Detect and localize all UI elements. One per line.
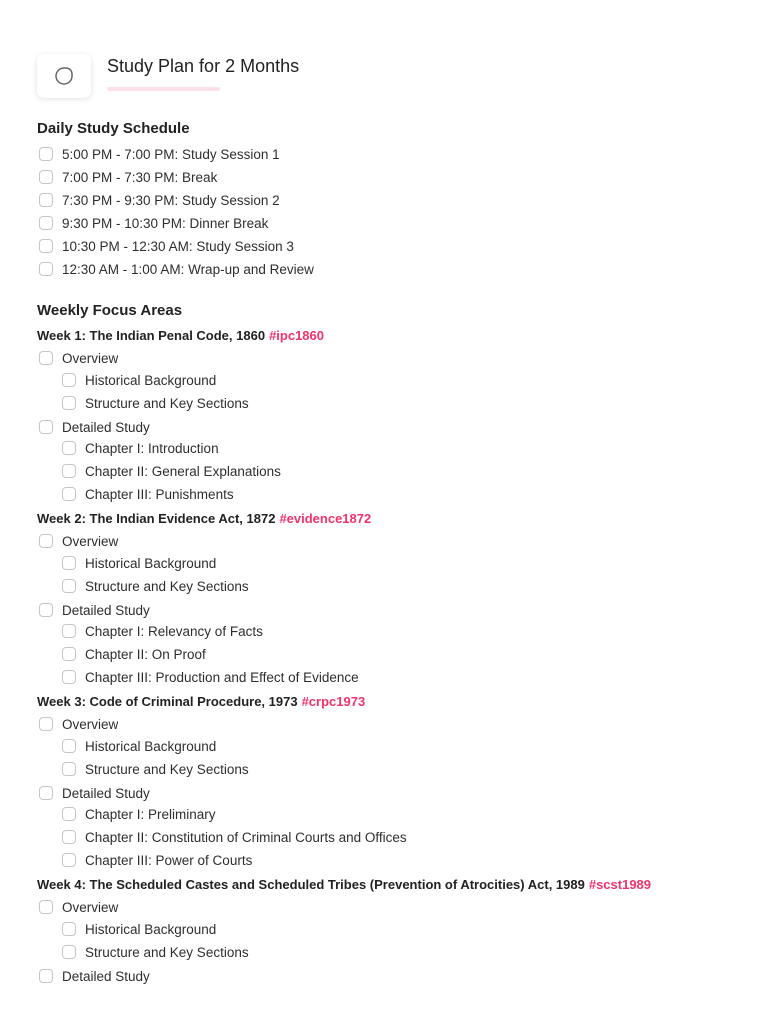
sub-item[interactable] [62, 484, 234, 504]
daily-item[interactable] [39, 167, 217, 187]
sub-item-label: Chapter I: Introduction [85, 440, 219, 456]
checkbox[interactable] [62, 647, 76, 661]
daily-item-label: 10:30 PM - 12:30 AM: Study Session 3 [62, 238, 294, 254]
checkbox[interactable] [62, 464, 76, 478]
checkbox[interactable] [39, 147, 53, 161]
checkbox[interactable] [62, 739, 76, 753]
sub-item-label: Chapter III: Punishments [85, 486, 234, 502]
checkbox[interactable] [62, 441, 76, 455]
checkbox[interactable] [39, 786, 53, 800]
checkbox[interactable] [39, 534, 53, 548]
sub-item[interactable] [62, 553, 216, 573]
overview-item[interactable] [39, 897, 118, 917]
detailed-item[interactable] [39, 966, 150, 986]
detailed-item[interactable] [39, 417, 150, 437]
checkbox[interactable] [39, 969, 53, 983]
week-title: Week 4: The Scheduled Castes and Scheduled Tribes (Prevention of Atrocities) Act, 1989 [37, 877, 585, 892]
daily-item[interactable] [39, 259, 314, 279]
sub-item[interactable] [62, 576, 249, 596]
daily-item[interactable] [39, 190, 280, 210]
detailed-item[interactable] [39, 600, 150, 620]
checkbox[interactable] [62, 945, 76, 959]
sub-item[interactable] [62, 850, 252, 870]
overview-label: Overview [62, 899, 119, 915]
detailed-label: Detailed Study [62, 602, 150, 618]
overview-item[interactable] [39, 531, 118, 551]
sub-item-label: Structure and Key Sections [85, 395, 249, 411]
sub-item-label: Historical Background [85, 738, 217, 754]
weekly-heading: Weekly Focus Areas [37, 302, 183, 319]
checkbox[interactable] [39, 193, 53, 207]
week-title: Week 2: The Indian Evidence Act, 1872 [37, 511, 276, 526]
sub-item[interactable] [62, 827, 407, 847]
daily-item-label: 9:30 PM - 10:30 PM: Dinner Break [62, 215, 269, 231]
checkbox[interactable] [62, 762, 76, 776]
week-heading [37, 328, 324, 343]
sub-item-label: Structure and Key Sections [85, 578, 249, 594]
checkbox[interactable] [62, 670, 76, 684]
sub-item-label: Chapter I: Preliminary [85, 806, 216, 822]
checkbox[interactable] [62, 556, 76, 570]
sub-item[interactable] [62, 942, 249, 962]
overview-item[interactable] [39, 714, 118, 734]
sub-item[interactable] [62, 667, 359, 687]
week-title: Week 1: The Indian Penal Code, 1860 [37, 328, 266, 343]
sub-item[interactable] [62, 736, 216, 756]
detailed-label: Detailed Study [62, 968, 150, 984]
sub-item-label: Chapter II: Constitution of Criminal Courts and Offices [85, 829, 407, 845]
sub-item-label: Structure and Key Sections [85, 944, 249, 960]
week-heading [37, 694, 365, 709]
daily-item-label: 5:00 PM - 7:00 PM: Study Session 1 [62, 146, 280, 162]
checkbox[interactable] [39, 262, 53, 276]
sub-item[interactable] [62, 461, 281, 481]
week-tag[interactable]: #evidence1872 [279, 511, 372, 526]
overview-label: Overview [62, 716, 119, 732]
daily-item[interactable] [39, 213, 268, 233]
checkbox[interactable] [39, 170, 53, 184]
daily-heading: Daily Study Schedule [37, 120, 190, 137]
week-title: Week 3: Code of Criminal Procedure, 1973 [37, 694, 298, 709]
sub-item[interactable] [62, 759, 249, 779]
checkbox[interactable] [62, 807, 76, 821]
sub-item-label: Chapter III: Power of Courts [85, 852, 253, 868]
checkbox[interactable] [62, 579, 76, 593]
daily-item-label: 12:30 AM - 1:00 AM: Wrap-up and Review [62, 261, 314, 277]
note-icon[interactable] [37, 54, 91, 98]
note-glyph-icon [53, 65, 75, 87]
checkbox[interactable] [62, 396, 76, 410]
checkbox[interactable] [39, 216, 53, 230]
sub-item-label: Chapter III: Production and Effect of Evidence [85, 669, 359, 685]
sub-item[interactable] [62, 919, 216, 939]
checkbox[interactable] [62, 487, 76, 501]
daily-item[interactable] [39, 144, 280, 164]
page-title: Study Plan for 2 Months [107, 56, 300, 76]
sub-item-label: Structure and Key Sections [85, 761, 249, 777]
checkbox[interactable] [62, 830, 76, 844]
week-tag[interactable]: #ipc1860 [269, 328, 324, 343]
overview-label: Overview [62, 350, 119, 366]
checkbox[interactable] [39, 717, 53, 731]
overview-label: Overview [62, 533, 119, 549]
title-underline [107, 87, 220, 91]
sub-item[interactable] [62, 644, 206, 664]
checkbox[interactable] [39, 420, 53, 434]
sub-item[interactable] [62, 621, 263, 641]
sub-item-label: Chapter II: General Explanations [85, 463, 281, 479]
week-heading [37, 511, 371, 526]
daily-item-label: 7:30 PM - 9:30 PM: Study Session 2 [62, 192, 280, 208]
checkbox[interactable] [62, 922, 76, 936]
sub-item-label: Historical Background [85, 372, 217, 388]
week-tag[interactable]: #scst1989 [588, 877, 652, 892]
sub-item[interactable] [62, 393, 249, 413]
page-header [37, 54, 737, 100]
sub-item-label: Historical Background [85, 555, 217, 571]
week-heading [37, 877, 651, 892]
sub-item-label: Chapter I: Relevancy of Facts [85, 623, 263, 639]
checkbox[interactable] [39, 239, 53, 253]
daily-item[interactable] [39, 236, 294, 256]
sub-item[interactable] [62, 804, 216, 824]
sub-item-label: Historical Background [85, 921, 217, 937]
checkbox[interactable] [39, 351, 53, 365]
detailed-label: Detailed Study [62, 785, 150, 801]
detailed-label: Detailed Study [62, 419, 150, 435]
checkbox[interactable] [62, 624, 76, 638]
checkbox[interactable] [62, 853, 76, 867]
overview-item[interactable] [39, 348, 118, 368]
sub-item[interactable] [62, 438, 219, 458]
sub-item-label: Chapter II: On Proof [85, 646, 206, 662]
checkbox[interactable] [39, 900, 53, 914]
checkbox[interactable] [39, 603, 53, 617]
sub-item[interactable] [62, 370, 216, 390]
detailed-item[interactable] [39, 783, 150, 803]
daily-item-label: 7:00 PM - 7:30 PM: Break [62, 169, 218, 185]
checkbox[interactable] [62, 373, 76, 387]
week-tag[interactable]: #crpc1973 [301, 694, 366, 709]
